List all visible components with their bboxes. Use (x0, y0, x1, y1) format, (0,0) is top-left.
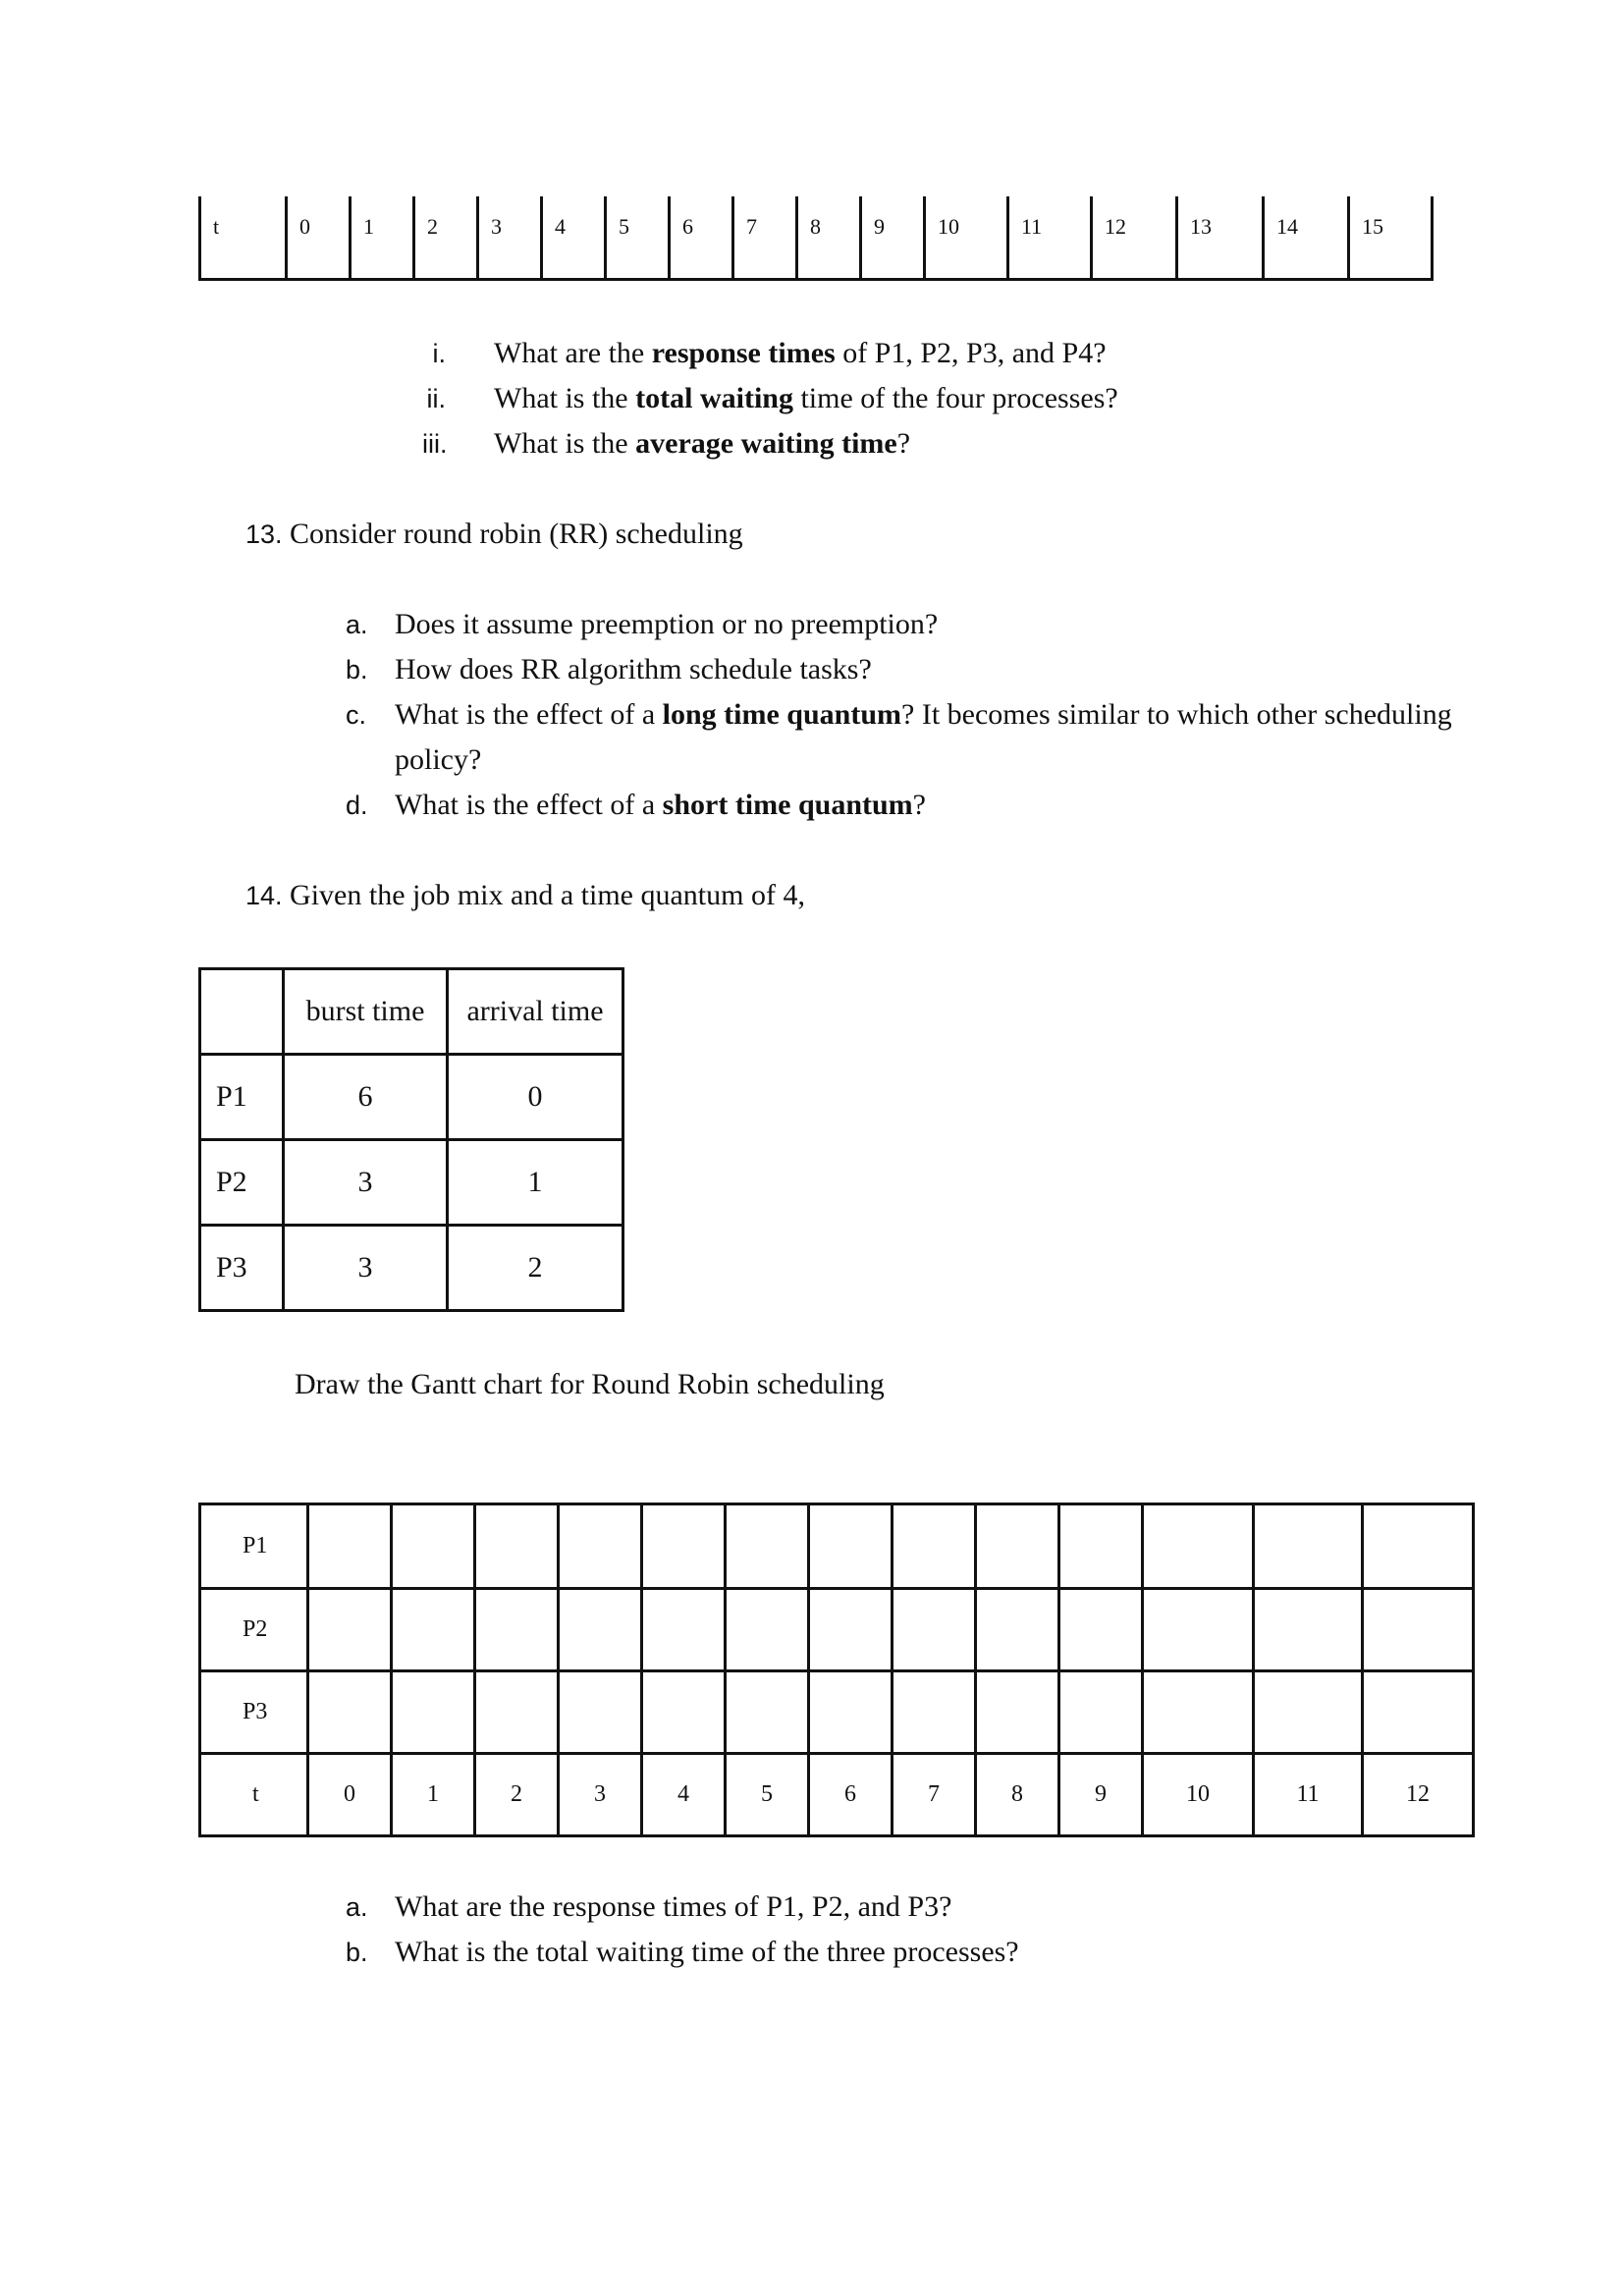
gantt-row-label: P1 (200, 1504, 308, 1589)
gantt-cell[interactable] (642, 1671, 726, 1754)
q13-item-number: a. (346, 610, 368, 639)
timeline-label: 0 (299, 214, 310, 239)
q12-sub-number: ii. (426, 384, 446, 413)
gantt-cell[interactable] (1143, 1504, 1254, 1589)
timeline-label: 11 (1021, 214, 1043, 239)
timeline-tick (859, 196, 862, 281)
job-table-cell: 0 (448, 1055, 623, 1140)
gantt-cell[interactable] (809, 1589, 893, 1671)
q12-sub-text (494, 427, 910, 461)
q13-item-text-post: ? It becomes similar to which other scheduling (901, 698, 1452, 731)
job-table-cell: 3 (284, 1140, 448, 1226)
q13-heading (245, 518, 743, 551)
job-table-cell: P3 (200, 1226, 284, 1311)
job-table-cell: 1 (448, 1140, 623, 1226)
gantt-chart-grid (198, 1503, 1475, 1837)
gantt-time-tick: 6 (809, 1754, 893, 1836)
gantt-cell[interactable] (1143, 1589, 1254, 1671)
gantt-row-label: P2 (200, 1589, 308, 1671)
gantt-cell[interactable] (392, 1671, 475, 1754)
gantt-cell[interactable] (475, 1671, 559, 1754)
gantt-time-tick: 1 (392, 1754, 475, 1836)
gantt-cell[interactable] (1254, 1504, 1363, 1589)
q13-item-text (395, 789, 926, 822)
gantt-cell[interactable] (642, 1589, 726, 1671)
q12-sub-text-pre: What are the (494, 337, 652, 369)
q13-number: 13. (245, 519, 283, 549)
gantt-cell[interactable] (1059, 1589, 1143, 1671)
gantt-cell[interactable] (726, 1671, 809, 1754)
timeline-label: 5 (619, 214, 629, 239)
gantt-time-tick: 3 (559, 1754, 642, 1836)
gantt-row (200, 1589, 1474, 1671)
timeline-tick (1090, 196, 1093, 281)
gantt-time-tick: 11 (1254, 1754, 1363, 1836)
gantt-cell[interactable] (1254, 1589, 1363, 1671)
q13-item-text-bold: short time quantum (662, 789, 913, 821)
q13-item-text-pre: What is the effect of a (395, 789, 663, 821)
gantt-time-tick: 0 (308, 1754, 392, 1836)
job-table-header-row (200, 969, 623, 1055)
gantt-time-tick: 9 (1059, 1754, 1143, 1836)
gantt-time-tick: 10 (1143, 1754, 1254, 1836)
q13-text: Consider round robin (RR) scheduling (282, 518, 743, 550)
timeline-label: 10 (938, 214, 959, 239)
gantt-cell[interactable] (1363, 1504, 1474, 1589)
timeline-label: 2 (427, 214, 438, 239)
timeline-label: 7 (746, 214, 757, 239)
gantt-time-tick: 5 (726, 1754, 809, 1836)
gantt-time-tick: 4 (642, 1754, 726, 1836)
job-table-cell: P1 (200, 1055, 284, 1140)
gantt-cell[interactable] (976, 1671, 1059, 1754)
gantt-time-tick: 8 (976, 1754, 1059, 1836)
timeline-tick (923, 196, 926, 281)
gantt-cell[interactable] (392, 1589, 475, 1671)
job-table-cell: 3 (284, 1226, 448, 1311)
q12-sub-number: i. (432, 339, 446, 368)
q12-sub-text-pre: What is the (494, 427, 636, 460)
q12-sub-number: iii. (422, 429, 448, 459)
timeline-label: 1 (363, 214, 374, 239)
timeline-label: 4 (555, 214, 566, 239)
timeline-tick (349, 196, 352, 281)
gantt-cell[interactable] (1059, 1671, 1143, 1754)
q13-item-text-pre: What is the effect of a (395, 698, 663, 731)
timeline-label: 14 (1276, 214, 1298, 239)
timeline-label: 9 (874, 214, 885, 239)
timeline-label: 3 (491, 214, 502, 239)
job-table-header-cell: arrival time (448, 969, 623, 1055)
q13-item-continuation: policy? (395, 743, 482, 776)
gantt-row (200, 1504, 1474, 1589)
timeline-tick (1347, 196, 1350, 281)
q14-text: Given the job mix and a time quantum of 4, (282, 879, 805, 911)
q13-item-text-pre: Does it assume preemption or no preemption? (395, 608, 939, 640)
gantt-cell[interactable] (559, 1671, 642, 1754)
job-table-cell: 6 (284, 1055, 448, 1140)
q13-item-number: c. (346, 700, 367, 730)
timeline-tick (198, 196, 201, 281)
gantt-cell[interactable] (475, 1589, 559, 1671)
gantt-cell[interactable] (726, 1504, 809, 1589)
gantt-cell[interactable] (809, 1504, 893, 1589)
job-table-header-cell: burst time (284, 969, 448, 1055)
q12-sub-text-post: ? (896, 427, 911, 460)
gantt-cell[interactable] (893, 1504, 976, 1589)
timeline-label: t (213, 214, 220, 239)
timeline-tick (731, 196, 734, 281)
job-table-cell: P2 (200, 1140, 284, 1226)
q13-item-number: d. (346, 791, 368, 820)
job-table-row (200, 1226, 623, 1311)
gantt-cell[interactable] (1059, 1504, 1143, 1589)
q13-item-text-post: ? (912, 789, 926, 821)
job-table-row (200, 1055, 623, 1140)
timeline-label: 15 (1362, 214, 1383, 239)
timeline-tick (1431, 196, 1434, 281)
gantt-cell[interactable] (308, 1671, 392, 1754)
timeline-tick (412, 196, 415, 281)
gantt-instruction: Draw the Gantt chart for Round Robin scheduling (295, 1368, 885, 1400)
q14-item-text: What are the response times of P1, P2, and P3? (395, 1890, 952, 1923)
q14-item-number: a. (346, 1892, 368, 1922)
gantt-cell[interactable] (308, 1504, 392, 1589)
gantt-cell[interactable] (308, 1589, 392, 1671)
q13-item-text-bold: long time quantum (662, 698, 902, 731)
top-timeline (198, 196, 1434, 281)
q12-sub-text-post: time of the four processes? (792, 382, 1118, 414)
q12-sub-text-pre: What is the (494, 382, 636, 414)
gantt-cell[interactable] (1143, 1671, 1254, 1754)
timeline-baseline (198, 278, 1434, 281)
q12-sub-text (494, 382, 1118, 415)
gantt-cell[interactable] (475, 1504, 559, 1589)
q13-item-number: b. (346, 655, 368, 684)
gantt-cell[interactable] (893, 1589, 976, 1671)
timeline-tick (1006, 196, 1009, 281)
timeline-tick (540, 196, 543, 281)
q12-sub-text-bold: total waiting (635, 382, 793, 414)
q12-sub-text-post: of P1, P2, P3, and P4? (835, 337, 1107, 369)
job-mix-table (198, 967, 624, 1312)
q12-sub-text-bold: response times (651, 337, 836, 369)
q12-sub-text (494, 337, 1107, 370)
q13-item-text (395, 698, 1452, 732)
timeline-tick (1175, 196, 1178, 281)
gantt-cell[interactable] (1254, 1671, 1363, 1754)
timeline-tick (285, 196, 288, 281)
timeline-label: 13 (1190, 214, 1212, 239)
gantt-cell[interactable] (809, 1671, 893, 1754)
q14-number: 14. (245, 881, 283, 910)
gantt-cell[interactable] (1363, 1671, 1474, 1754)
timeline-label: 12 (1105, 214, 1126, 239)
gantt-cell[interactable] (559, 1589, 642, 1671)
gantt-cell[interactable] (893, 1671, 976, 1754)
gantt-cell[interactable] (642, 1504, 726, 1589)
q12-sub-text-bold: average waiting time (635, 427, 897, 460)
job-table-header-cell (200, 969, 284, 1055)
gantt-time-tick: 2 (475, 1754, 559, 1836)
gantt-cell[interactable] (559, 1504, 642, 1589)
timeline-tick (604, 196, 607, 281)
gantt-row (200, 1671, 1474, 1754)
q13-item-text (395, 653, 872, 686)
gantt-time-label: t (200, 1754, 308, 1836)
q13-item-text (395, 608, 938, 641)
gantt-cell[interactable] (976, 1504, 1059, 1589)
q14-heading (245, 879, 805, 912)
timeline-tick (1262, 196, 1265, 281)
gantt-time-row (200, 1754, 1474, 1836)
q13-item-text-pre: How does RR algorithm schedule tasks? (395, 653, 872, 685)
gantt-cell[interactable] (392, 1504, 475, 1589)
job-table-cell: 2 (448, 1226, 623, 1311)
gantt-cell[interactable] (1363, 1589, 1474, 1671)
job-table-row (200, 1140, 623, 1226)
timeline-label: 6 (682, 214, 693, 239)
timeline-tick (668, 196, 671, 281)
gantt-time-tick: 12 (1363, 1754, 1474, 1836)
gantt-cell[interactable] (726, 1589, 809, 1671)
timeline-tick (795, 196, 798, 281)
timeline-tick (476, 196, 479, 281)
gantt-time-tick: 7 (893, 1754, 976, 1836)
q14-item-text: What is the total waiting time of the three processes? (395, 1936, 1019, 1968)
gantt-row-label: P3 (200, 1671, 308, 1754)
timeline-label: 8 (810, 214, 821, 239)
q14-item-number: b. (346, 1938, 368, 1967)
gantt-cell[interactable] (976, 1589, 1059, 1671)
